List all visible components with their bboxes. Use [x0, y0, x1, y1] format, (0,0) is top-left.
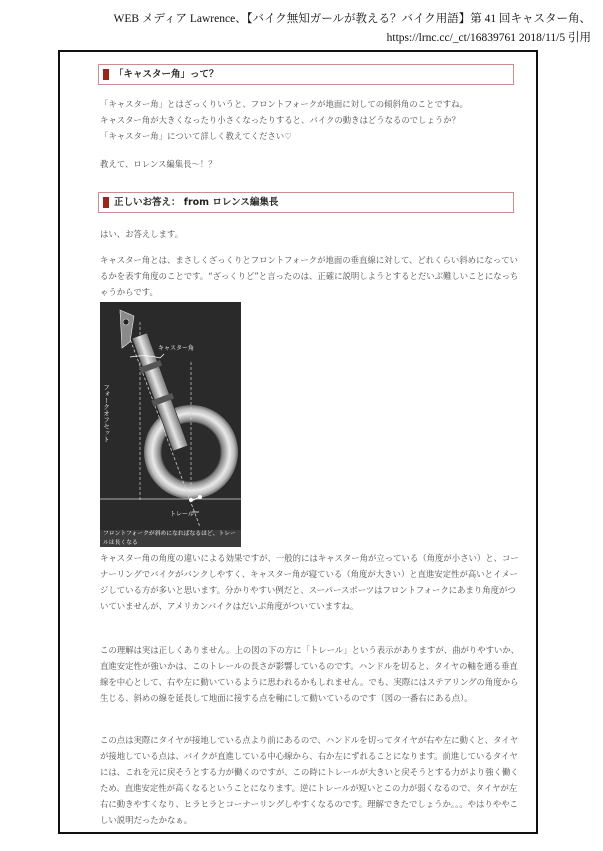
citation — [31, 10, 591, 48]
section-heading-answer: 正しいお答え： from ロレンス編集長 — [98, 192, 514, 213]
answer-paragraph-1: キャスター角とは、まさしくざっくりとフロントフォークが地面の垂直線に対して、どれくらい斜めになっているかを表す角度のことです。“ざっくりど”と言ったのは、正確に説明しようとするとだいぶ難しいことになっちゃうからです。 — [100, 255, 519, 297]
citation-source: WEB メディア Lawrence、【バイク無知ガールが教える？バイク用語】第 41 回キャスター角、 — [113, 13, 591, 25]
citation-url-date: https://lrnc.cc/_ct/16839761 2018/11/5 引用 — [386, 32, 591, 44]
question-paragraph — [100, 96, 524, 144]
caster-angle-diagram — [100, 302, 241, 547]
section-heading-caster-angle: 「キャスター角」って？ — [98, 64, 514, 85]
quoted-article-frame — [58, 50, 538, 834]
fork-offset-label: フォークオフセット — [102, 384, 110, 443]
question-line: キャスター角が大きくなったり小さくなったりすると、バイクの動きはどうなるのでしょうか？ — [100, 115, 460, 125]
greeting-text: はい、お答えします。 — [100, 229, 184, 239]
answer-paragraph-4: この点は実際にタイヤが接地している点より前にあるので、ハンドルを切ってタイヤが右や左に動くと、タイヤが接地している点は、バイクが直進している中心線から、右か左にずれることになります。前進しているタイヤには、これを元に戻そうとする力が働くのですが、この時にトレールが大きいと戻そうとする力がより強く働くため、直進安定性が高くなるということになります。逆にトレールが短いとこの力が弱くなるので、タイヤが左右に動きやすくなり、ヒラヒラとコーナーリングしやすくなるのです。理解できたでしょうか。。。やはりややこしい説明だったかなぁ。 — [100, 735, 519, 825]
fork-wheel-illustration — [100, 302, 241, 530]
answer-paragraph-2: キャスター角の角度の違いによる効果ですが、一般的にはキャスター角が立っている（角度が小さい）と、コーナーリングでバイクがバンクしやすく、キャスター角が寝ている（角度が大きい）と直進安定性が高いとイメージしている方が多いと思います。分かりやすい例だと、スーパースポーツはフロントフォークにあまり角度がついていませんが、アメリカンバイクはだいぶ角度がついていますね。 — [100, 553, 519, 611]
trail-label: トレール — [170, 511, 194, 518]
ask-editor-text: 教えて、ロレンス編集長～！？ — [100, 159, 217, 169]
diagram-caption: フロントフォークが斜めになればなるほど、トレールは長くなる — [100, 530, 241, 547]
answer-paragraph-3: この理解は実は正しくありません。上の図の下の方に「トレール」という表示がありますが、曲がりやすいか、直進安定性が強いかは、このトレールの長さが影響しているのです。ハンドルを切ると、タイヤの軸を通る垂直線を中心として、右や左に動いているように思われるかもしれません。でも、実際にはステアリングの角度から生じる、斜めの線を延長して地面に接する点を軸にして動いているのです（図の一番右にある点）。 — [100, 645, 520, 703]
question-line: 「キャスター角」とはざっくりいうと、フロントフォークが地面に対しての傾斜角のことですね。 — [100, 99, 468, 109]
caster-angle-label: キャスター角 — [158, 345, 195, 352]
question-line: 「キャスター角」について詳しく教えてください♡ — [100, 131, 292, 141]
